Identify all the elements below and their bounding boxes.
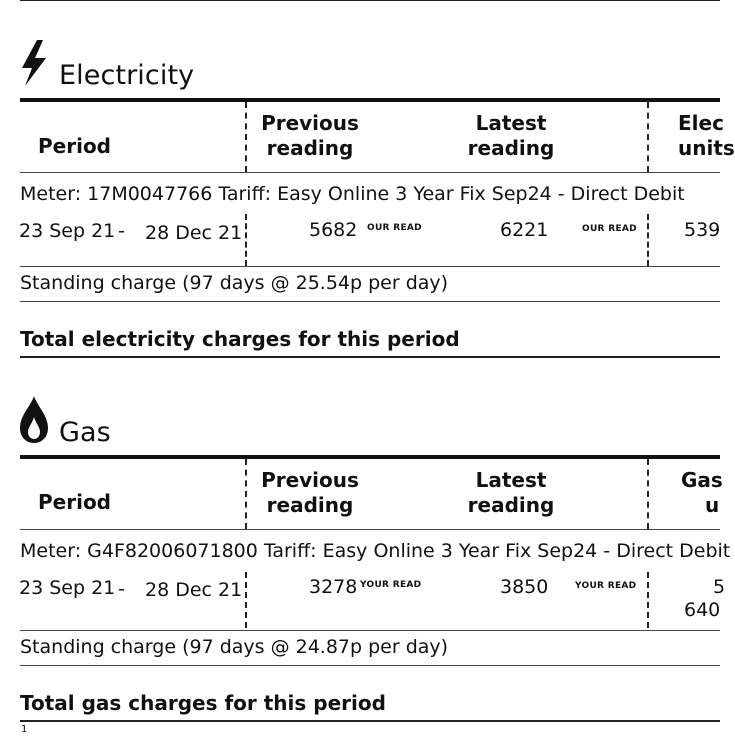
latest-reading-value: 6221 bbox=[500, 219, 549, 241]
lightning-bolt-icon bbox=[20, 40, 48, 86]
total-charges-label: Total gas charges for this period bbox=[20, 691, 386, 715]
total-charges-label: Total electricity charges for this period bbox=[20, 327, 460, 351]
units-value: 539 bbox=[684, 219, 721, 241]
period-separator: - bbox=[118, 578, 125, 600]
column-divider bbox=[245, 572, 247, 628]
section-title: Electricity bbox=[59, 60, 195, 91]
column-divider bbox=[647, 459, 649, 529]
column-header-period: Period bbox=[38, 490, 111, 514]
section-title: Gas bbox=[59, 417, 111, 448]
table-header-rule bbox=[20, 98, 720, 102]
total-rule bbox=[20, 720, 720, 722]
latest-reading-value: 3850 bbox=[500, 576, 549, 598]
row-rule bbox=[20, 630, 720, 631]
column-divider bbox=[245, 459, 247, 529]
column-divider bbox=[647, 102, 649, 172]
table-header-rule bbox=[20, 455, 720, 459]
meter-tariff-line: Meter: 17M0047766 Tariff: Easy Online 3 Year Fix Sep24 - Direct Debit bbox=[20, 183, 685, 205]
read-type-badge: OUR READ bbox=[582, 224, 637, 234]
column-header-units: Gas u bbox=[681, 468, 723, 517]
row-rule bbox=[20, 301, 720, 302]
column-header-previous: Previous reading bbox=[261, 468, 359, 517]
period-to: 28 Dec 21 bbox=[145, 579, 243, 601]
previous-reading-value: 5682 bbox=[309, 219, 358, 241]
row-rule bbox=[20, 266, 720, 267]
total-rule bbox=[20, 356, 720, 358]
period-to: 28 Dec 21 bbox=[145, 222, 243, 244]
units-value-line2: 640 bbox=[684, 599, 721, 621]
units-value-line1: 5 bbox=[713, 576, 726, 598]
column-divider bbox=[245, 102, 247, 172]
period-from: 23 Sep 21 bbox=[19, 577, 116, 599]
standing-charge-line: Standing charge (97 days @ 24.87p per day) bbox=[20, 636, 449, 658]
flame-icon bbox=[20, 396, 48, 443]
column-header-period: Period bbox=[38, 134, 111, 158]
top-divider bbox=[20, 0, 720, 1]
column-divider bbox=[647, 214, 649, 266]
read-type-badge: YOUR READ bbox=[575, 581, 637, 591]
column-header-previous: Previous reading bbox=[261, 111, 359, 160]
column-divider bbox=[647, 572, 649, 628]
period-separator: - bbox=[118, 220, 125, 242]
column-header-units: Elec units bbox=[678, 111, 735, 160]
column-header-latest: Latest reading bbox=[467, 111, 555, 160]
meter-tariff-line: Meter: G4F82006071800 Tariff: Easy Online 3 Year Fix Sep24 - Direct Debit bbox=[20, 540, 731, 562]
column-header-latest: Latest reading bbox=[467, 468, 555, 517]
row-rule bbox=[20, 665, 720, 666]
read-type-badge: OUR READ bbox=[367, 223, 422, 233]
standing-charge-line: Standing charge (97 days @ 25.54p per day) bbox=[20, 272, 449, 294]
header-bottom-rule bbox=[20, 172, 720, 173]
period-from: 23 Sep 21 bbox=[19, 220, 116, 242]
column-divider bbox=[245, 214, 247, 266]
previous-reading-value: 3278 bbox=[309, 576, 358, 598]
header-bottom-rule bbox=[20, 529, 720, 530]
read-type-badge: YOUR READ bbox=[360, 580, 422, 590]
footnote-marker: 1 bbox=[21, 724, 28, 735]
